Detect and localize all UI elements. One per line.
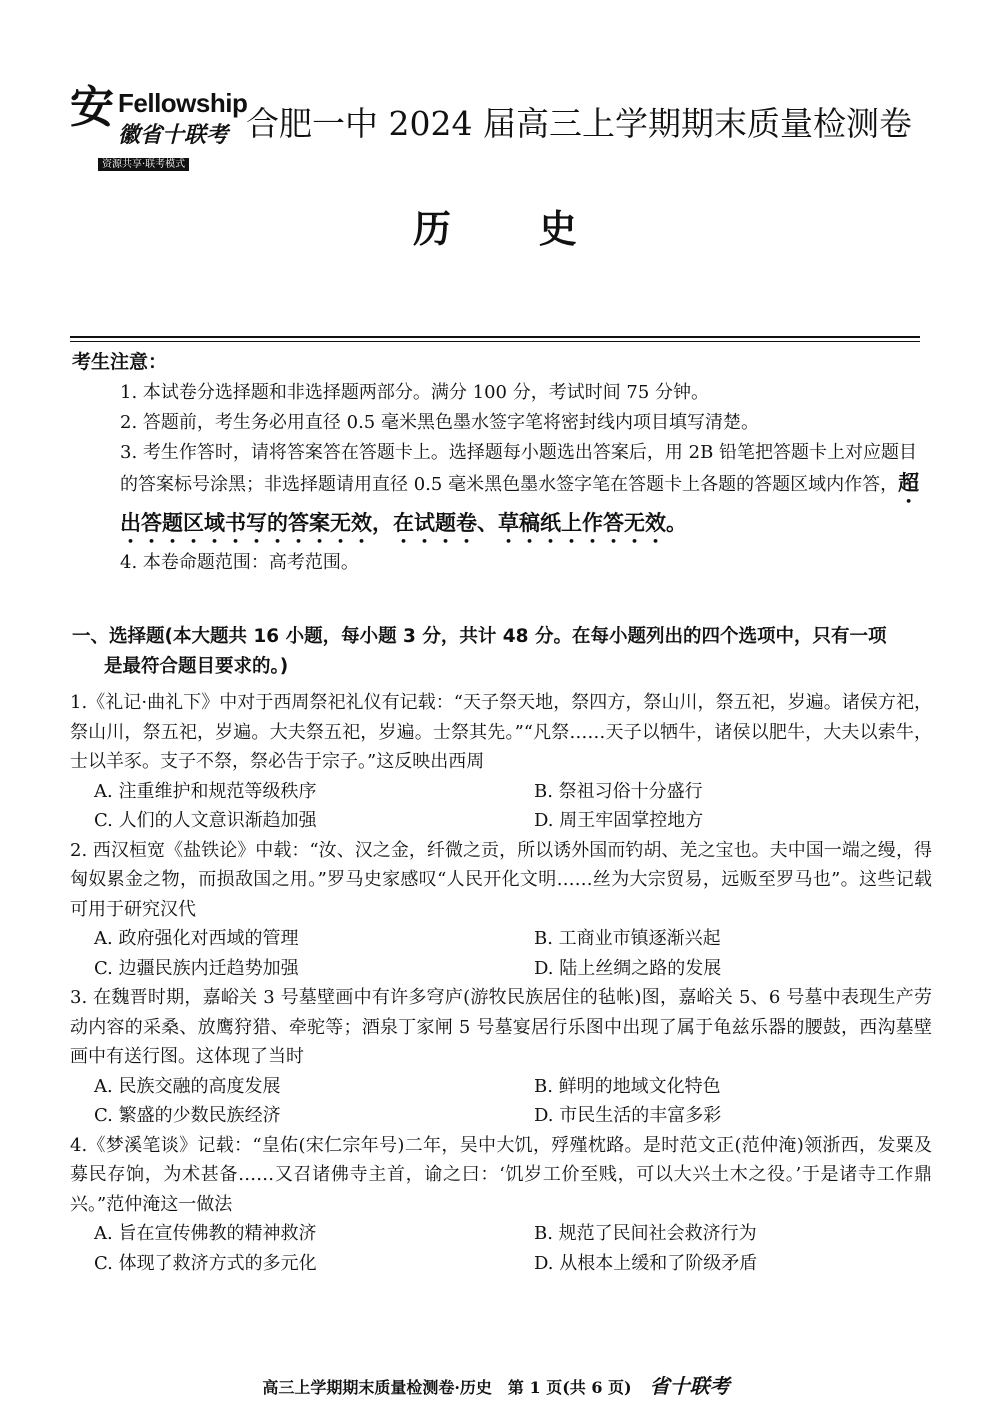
notice-list [120, 378, 920, 578]
notice-item-1: 1. 本试卷分选择题和非选择题两部分。满分 100 分，考试时间 75 分钟。 [120, 382, 710, 403]
section-heading-line-2: 是最符合题目要求的。) [104, 656, 289, 677]
footer-mark: 省十联考 [649, 1374, 730, 1398]
notice-item-4: 4. 本卷命题范围：高考范围。 [120, 552, 359, 573]
option-c: C. 人们的人文意识渐趋加强 [94, 810, 317, 831]
notice-item-3-emphasis: 超出答题区域书写的答案无效，在试题卷、草稿纸上作答无效。 [120, 471, 920, 535]
exam-title: 合肥一中 2024 届高三上学期期末质量检测卷 [246, 104, 912, 143]
notice-title: 考生注意： [72, 351, 168, 373]
question-4 [70, 1131, 932, 1279]
page-footer [0, 1374, 992, 1398]
footer-text: 高三上学期期末质量检测卷·历史 第 1 页(共 6 页) [262, 1378, 632, 1397]
option-c: C. 繁盛的少数民族经济 [94, 1105, 281, 1126]
question-stem: 2. 西汉桓宽《盐铁论》中载：“汝、汉之金，纤微之贡，所以诱外国而钓胡、羌之宝也。夫中国一端之缦，得匈奴累金之物，而损敌国之用。”罗马史家感叹“人民开化文明……丝为大宗贸易，远贩至罗马也”。这些记载可用于研究汉代 [70, 839, 932, 920]
notice-item-3 [120, 438, 920, 548]
option-grid [70, 924, 932, 983]
option-a: A. 政府强化对西域的管理 [94, 928, 299, 949]
option-b: B. 鲜明的地域文化特色 [534, 1075, 721, 1097]
question-list [70, 688, 932, 1278]
logo-char: 安 [70, 82, 114, 133]
option-d: D. 从根本上缓和了阶级矛盾 [534, 1252, 758, 1274]
option-b: B. 规范了民间社会救济行为 [534, 1223, 757, 1244]
logo-subtitle: 徽省十联考 [118, 122, 229, 148]
header-rule-thin [70, 341, 920, 342]
section-heading [72, 622, 932, 682]
option-a: A. 注重维护和规范等级秩序 [94, 780, 317, 802]
option-grid [70, 1072, 932, 1131]
option-c: C. 体现了救济方式的多元化 [94, 1252, 317, 1274]
question-3 [70, 983, 932, 1131]
option-grid [70, 777, 932, 836]
question-1 [70, 688, 932, 836]
logo-english: Fellowship [118, 88, 248, 118]
option-b: B. 工商业市镇逐渐兴起 [534, 928, 721, 949]
exam-logo [70, 82, 248, 172]
notice-item-3-text: 3. 考生作答时，请将答案答在答题卡上。选择题每小题选出答案后，用 2B 铅笔把答题卡上对应题目的答案标号涂黑；非选择题请用直径 0.5 毫米黑色墨水签字笔在答题卡上各题的答题区域内作答， [120, 442, 918, 495]
header-rule-thick [70, 336, 920, 338]
question-stem: 1.《礼记·曲礼下》中对于西周祭祀礼仪有记载：“天子祭天地，祭四方，祭山川，祭五祀，岁遍。诸侯方祀，祭山川，祭五祀，岁遍。大夫祭五祀，岁遍。士祭其先。”“凡祭……天子以牺牛，诸侯以肥牛，大夫以索牛，士以羊豕。支子不祭，祭必告于宗子。”这反映出西周 [70, 692, 932, 772]
option-d: D. 陆上丝绸之路的发展 [534, 957, 722, 979]
notice-item-2: 2. 答题前，考生务必用直径 0.5 毫米黑色墨水签字笔将密封线内项目填写清楚。 [120, 412, 759, 433]
option-a: A. 民族交融的高度发展 [94, 1075, 281, 1097]
option-grid [70, 1219, 932, 1278]
question-2 [70, 836, 932, 984]
option-c: C. 边疆民族内迁趋势加强 [94, 957, 299, 979]
option-a: A. 旨在宣传佛教的精神救济 [94, 1223, 317, 1244]
section-heading-line-1: 一、选择题(本大题共 16 小题，每小题 3 分，共计 48 分。在每小题列出的四个选项中，只有一项 [72, 626, 887, 647]
subject-title: 历 史 [412, 206, 580, 251]
question-stem: 4.《梦溪笔谈》记载：“皇佑(宋仁宗年号)二年，吴中大饥，殍殣枕路。是时范文正(范仲淹)领浙西，发粟及募民存饷，为术甚备……又召诸佛寺主首，谕之曰：‘饥岁工价至贱，可以大兴土木之役。’于是诸寺工作鼎兴。”范仲淹这一做法 [70, 1134, 932, 1215]
option-d: D. 市民生活的丰富多彩 [534, 1105, 722, 1126]
option-b: B. 祭祖习俗十分盛行 [534, 780, 703, 802]
logo-bar: 资源共享·联考模式 [98, 158, 189, 171]
question-stem: 3. 在魏晋时期，嘉峪关 3 号墓壁画中有许多穹庐(游牧民族居住的毡帐)图，嘉峪关 5、6 号墓中表现生产劳动内容的采桑、放鹰狩猎、牵驼等；酒泉丁家闸 5 号墓宴居行乐图中出现了属于龟兹乐器的腰鼓，西沟墓壁画中有送行图。这体现了当时 [70, 987, 932, 1067]
option-d: D. 周王牢固掌控地方 [534, 810, 704, 831]
